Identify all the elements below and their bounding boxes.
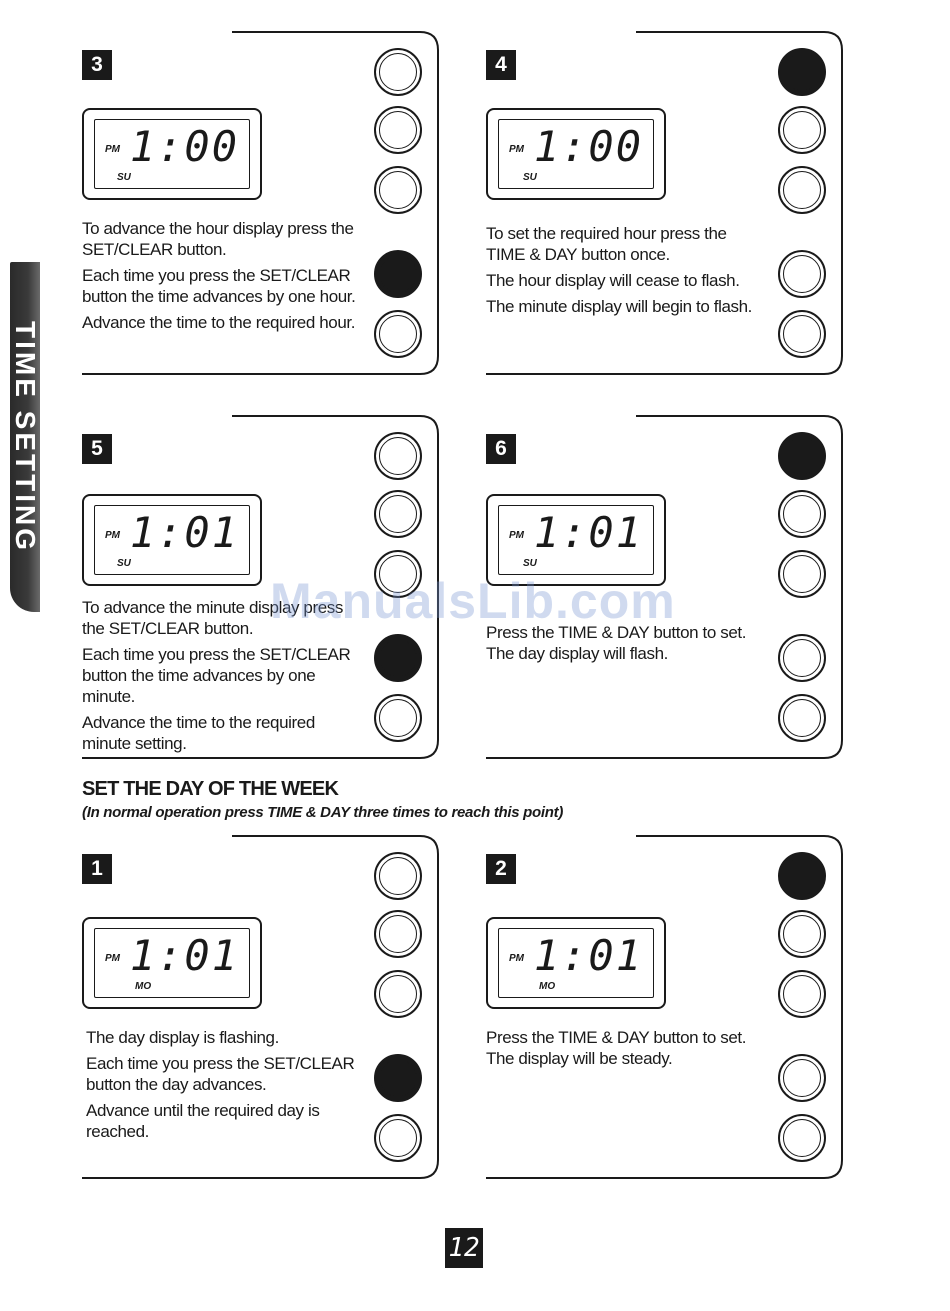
lcd-screen xyxy=(94,928,250,998)
control-button-icon xyxy=(374,694,422,742)
control-button-icon xyxy=(778,310,826,358)
instruction-text xyxy=(82,218,357,338)
instruction-paragraph: Advance the time to the required hour. xyxy=(82,313,356,332)
lcd-time-readout: 1:01 xyxy=(533,508,643,557)
lcd-screen xyxy=(498,119,654,189)
lcd-time-readout: 1:01 xyxy=(129,931,239,980)
lcd-day-indicator: SU xyxy=(117,172,131,183)
step-number-badge: 2 xyxy=(486,854,516,884)
instruction-paragraph: Advance the time to the required minute setting. xyxy=(82,713,315,753)
pressed-button-icon xyxy=(374,634,422,682)
instruction-paragraph: To advance the minute display press the SET/CLEAR button. xyxy=(82,598,343,638)
instruction-paragraph: Press the TIME & DAY button to set. The day display will flash. xyxy=(486,623,747,663)
control-button-icon xyxy=(374,310,422,358)
instruction-paragraph: Each time you press the SET/CLEAR button the time advances by one hour. xyxy=(82,266,356,306)
instruction-paragraph: The hour display will cease to flash. xyxy=(486,271,740,290)
control-button-icon xyxy=(778,166,826,214)
control-button-icon xyxy=(374,852,422,900)
step-number-badge: 4 xyxy=(486,50,516,80)
lcd-screen xyxy=(498,505,654,575)
side-tab-label: TIME SETTING xyxy=(10,321,41,553)
control-button-icon xyxy=(374,490,422,538)
control-button-icon xyxy=(374,48,422,96)
lcd-time-readout: 1:01 xyxy=(533,931,643,980)
control-button-icon xyxy=(374,970,422,1018)
lcd-time-readout: 1:00 xyxy=(129,122,239,171)
side-tab xyxy=(10,262,40,612)
instruction-text xyxy=(486,223,761,322)
instruction-paragraph: The minute display will begin to flash. xyxy=(486,297,752,316)
lcd-pm-indicator: PM xyxy=(509,953,524,964)
lcd-day-indicator: MO xyxy=(135,981,152,992)
lcd-screen xyxy=(498,928,654,998)
control-button-icon xyxy=(778,1114,826,1162)
section-note: (In normal operation press TIME & DAY three times to reach this point) xyxy=(82,804,564,821)
step-number-badge: 5 xyxy=(82,434,112,464)
lcd-screen xyxy=(94,119,250,189)
lcd-pm-indicator: PM xyxy=(105,530,120,541)
control-button-icon xyxy=(778,1054,826,1102)
pressed-button-icon xyxy=(778,432,826,480)
lcd-display xyxy=(82,494,262,586)
control-button-icon xyxy=(374,910,422,958)
instruction-paragraph: The day display is flashing. xyxy=(86,1028,279,1047)
control-button-icon xyxy=(374,106,422,154)
control-button-icon xyxy=(374,1114,422,1162)
control-button-icon xyxy=(778,634,826,682)
page-number: 12 xyxy=(445,1228,483,1268)
step-number-badge: 3 xyxy=(82,50,112,80)
instruction-paragraph: Each time you press the SET/CLEAR button the time advances by one minute. xyxy=(82,645,351,706)
control-button-icon xyxy=(374,166,422,214)
instruction-paragraph: Press the TIME & DAY button to set. The display will be steady. xyxy=(486,1028,747,1068)
lcd-pm-indicator: PM xyxy=(105,953,120,964)
control-button-icon xyxy=(778,910,826,958)
control-button-icon xyxy=(778,970,826,1018)
lcd-day-indicator: SU xyxy=(117,558,131,569)
instruction-paragraph: To set the required hour press the TIME & DAY button once. xyxy=(486,224,727,264)
lcd-screen xyxy=(94,505,250,575)
lcd-display xyxy=(82,917,262,1009)
lcd-day-indicator: MO xyxy=(539,981,556,992)
lcd-pm-indicator: PM xyxy=(509,144,524,155)
control-button-icon xyxy=(374,432,422,480)
pressed-button-icon xyxy=(778,852,826,900)
control-button-icon xyxy=(778,550,826,598)
watermark: ManualsLib.com xyxy=(270,573,676,629)
control-button-icon xyxy=(778,490,826,538)
instruction-text xyxy=(486,1027,761,1074)
lcd-pm-indicator: PM xyxy=(509,530,524,541)
instruction-text xyxy=(86,1027,361,1147)
instruction-paragraph: Each time you press the SET/CLEAR button the day advances. xyxy=(86,1054,355,1094)
instruction-paragraph: Advance until the required day is reached. xyxy=(86,1101,320,1141)
lcd-display xyxy=(486,108,666,200)
control-button-icon xyxy=(778,250,826,298)
control-button-icon xyxy=(778,694,826,742)
lcd-pm-indicator: PM xyxy=(105,144,120,155)
pressed-button-icon xyxy=(374,1054,422,1102)
pressed-button-icon xyxy=(374,250,422,298)
pressed-button-icon xyxy=(778,48,826,96)
step-panel-4 xyxy=(486,28,846,383)
section-title: SET THE DAY OF THE WEEK xyxy=(82,778,339,800)
lcd-display xyxy=(486,917,666,1009)
step-number-badge: 1 xyxy=(82,854,112,884)
control-button-icon xyxy=(778,106,826,154)
lcd-day-indicator: SU xyxy=(523,558,537,569)
lcd-day-indicator: SU xyxy=(523,172,537,183)
step-number-badge: 6 xyxy=(486,434,516,464)
step-panel-3 xyxy=(82,28,442,383)
lcd-display xyxy=(82,108,262,200)
step-panel-1 xyxy=(82,832,442,1187)
lcd-time-readout: 1:01 xyxy=(129,508,239,557)
step-panel-2 xyxy=(486,832,846,1187)
instruction-paragraph: To advance the hour display press the SET/CLEAR button. xyxy=(82,219,354,259)
lcd-time-readout: 1:00 xyxy=(533,122,643,171)
